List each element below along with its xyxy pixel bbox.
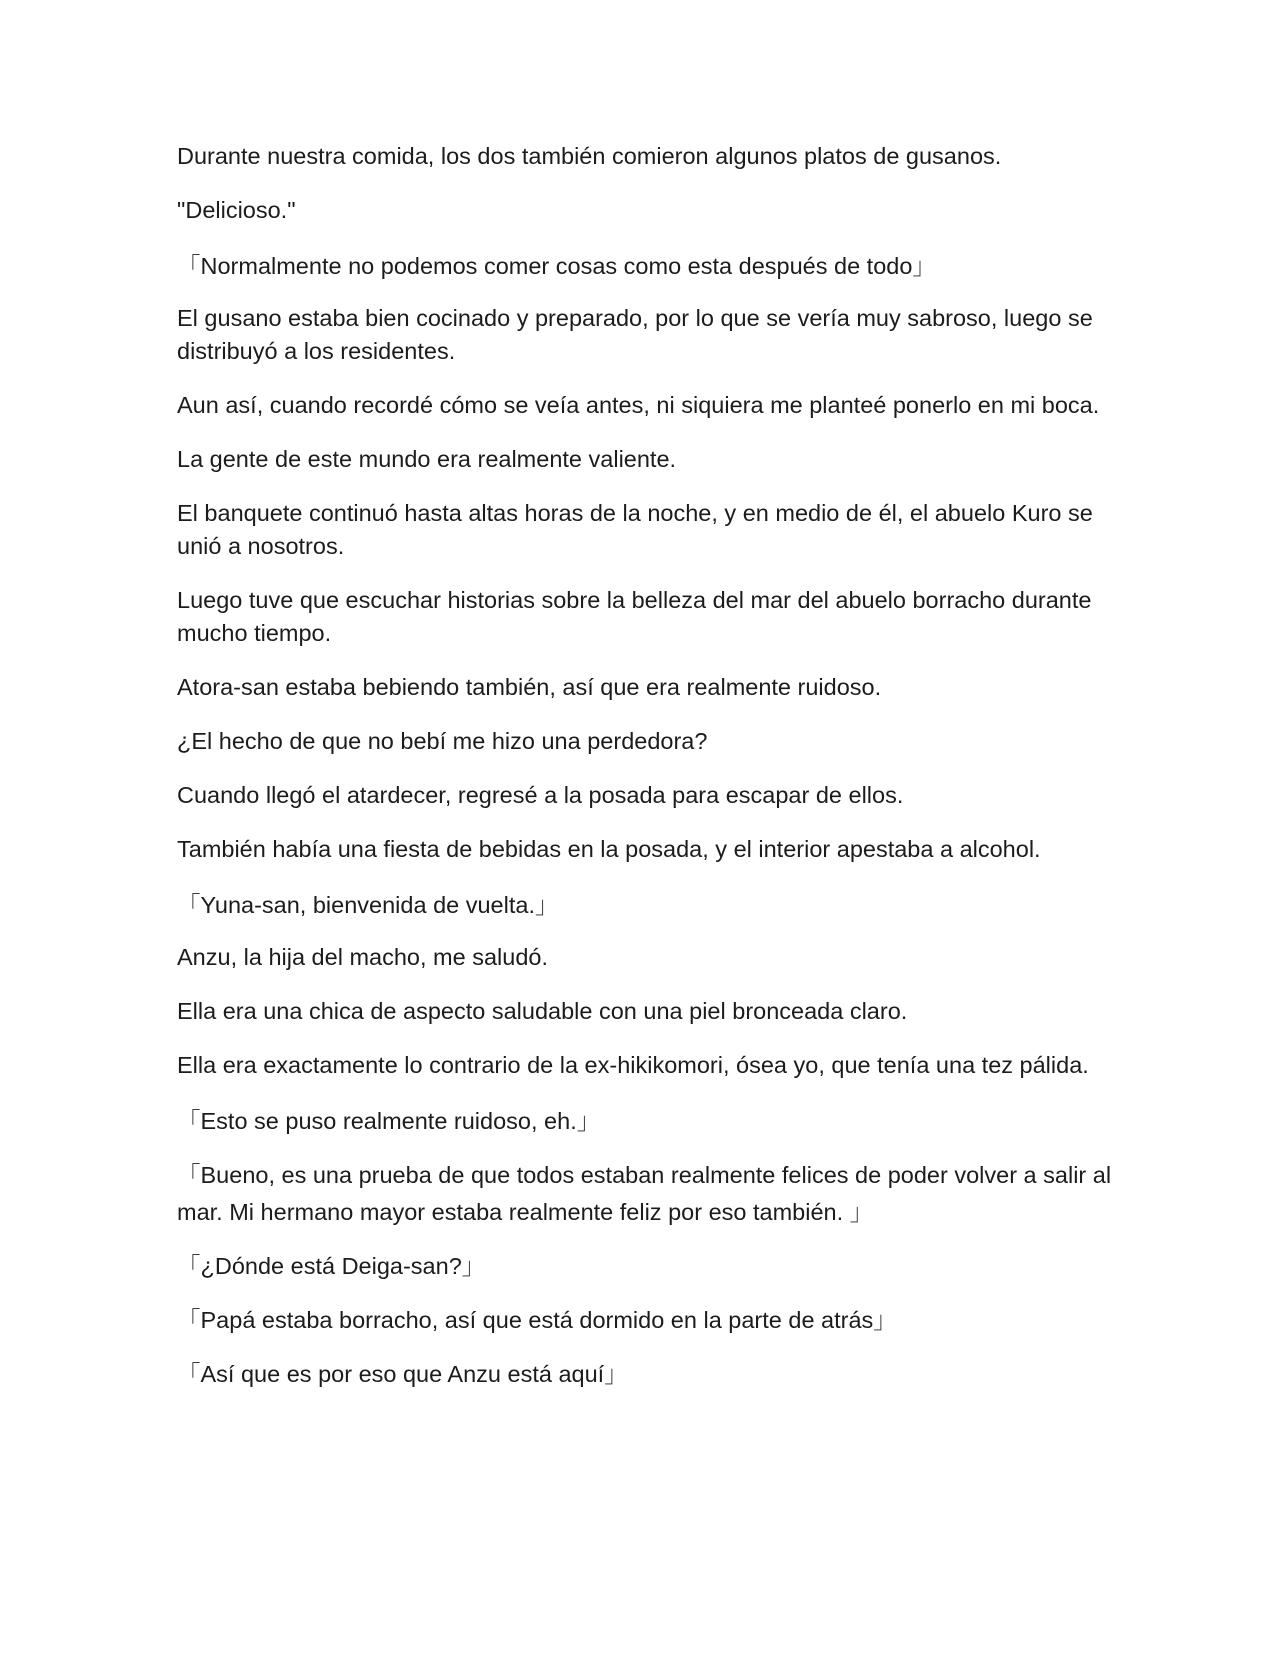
paragraph: El gusano estaba bien cocinado y preparado, por lo que se vería muy sabroso, luego se distribuyó a los residentes.	[177, 305, 1093, 364]
paragraph: Ella era una chica de aspecto saludable con una piel bronceada claro.	[177, 998, 908, 1024]
paragraph: Cuando llegó el atardecer, regresé a la posada para escapar de ellos.	[177, 782, 904, 808]
dialogue-line: 「Esto se puso realmente ruidoso, eh.」	[177, 1108, 601, 1134]
paragraph: La gente de este mundo era realmente valiente.	[177, 446, 677, 472]
dialogue-line: 「Normalmente no podemos comer cosas como esta después de todo」	[177, 253, 936, 279]
paragraph: También había una fiesta de bebidas en la posada, y el interior apestaba a alcohol.	[177, 836, 1041, 862]
dialogue-line: 「Papá estaba borracho, así que está dormido en la parte de atrás」	[177, 1307, 897, 1333]
paragraph: "Delicioso."	[177, 197, 296, 223]
dialogue-line: 「Así que es por eso que Anzu está aquí」	[177, 1361, 628, 1387]
paragraph: Atora-san estaba bebiendo también, así que era realmente ruidoso.	[177, 674, 882, 700]
dialogue-line: 「Bueno, es una prueba de que todos estaban realmente felices de poder volver a salir al mar. Mi hermano mayor estaba realmente feliz por eso también. 」	[177, 1162, 1112, 1225]
paragraph: El banquete continuó hasta altas horas de la noche, y en medio de él, el abuelo Kuro se unió a nosotros.	[177, 500, 1093, 559]
paragraph: Anzu, la hija del macho, me saludó.	[177, 944, 548, 970]
document-page	[177, 140, 1117, 1410]
dialogue-line: 「Yuna-san, bienvenida de vuelta.」	[177, 892, 559, 918]
paragraph: Aun así, cuando recordé cómo se veía antes, ni siquiera me planteé ponerlo en mi boca.	[177, 392, 1100, 418]
dialogue-line: 「¿Dónde está Deiga-san?」	[177, 1253, 486, 1279]
paragraph: Ella era exactamente lo contrario de la ex-hikikomori, ósea yo, que tenía una tez pálida.	[177, 1052, 1089, 1078]
paragraph: Luego tuve que escuchar historias sobre la belleza del mar del abuelo borracho durante mucho tiempo.	[177, 587, 1092, 646]
paragraph: Durante nuestra comida, los dos también comieron algunos platos de gusanos.	[177, 143, 1002, 169]
paragraph: ¿El hecho de que no bebí me hizo una perdedora?	[177, 728, 708, 754]
